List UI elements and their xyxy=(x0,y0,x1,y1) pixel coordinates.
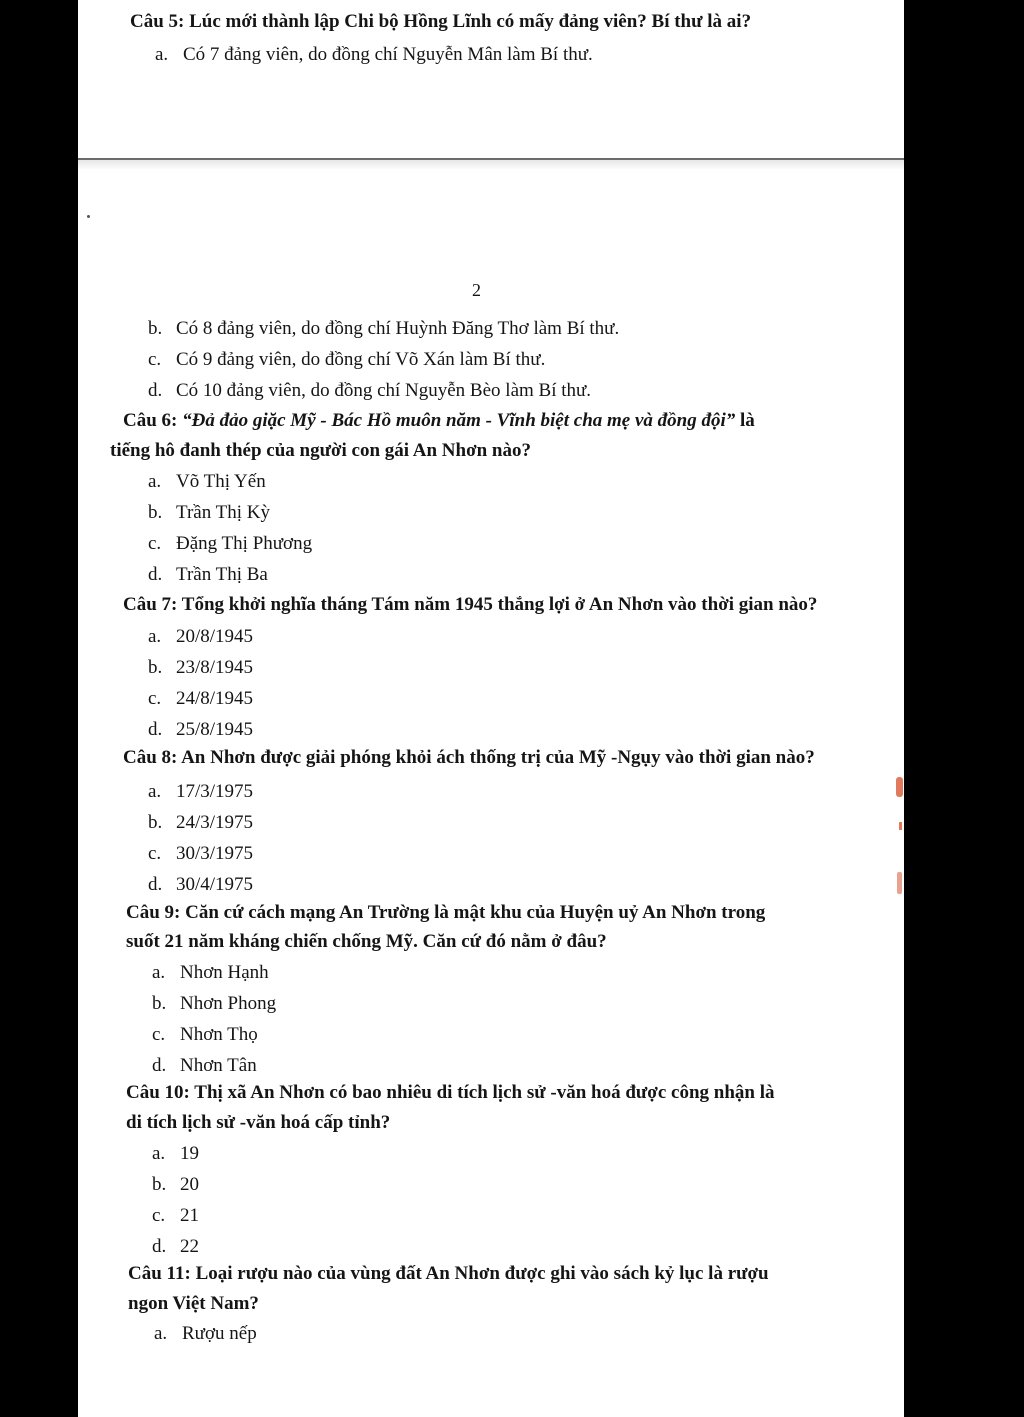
option-text: 24/8/1945 xyxy=(176,688,254,709)
option-text: Nhơn Thọ xyxy=(180,1024,258,1045)
option-text: Đặng Thị Phương xyxy=(176,533,313,554)
option-letter: a. xyxy=(148,626,162,647)
question-6-option-c xyxy=(148,532,312,556)
question-8-option-a xyxy=(148,780,253,804)
option-letter: b. xyxy=(152,993,167,1014)
margin-mark xyxy=(899,822,902,830)
option-text: 30/3/1975 xyxy=(176,843,254,864)
option-letter: a. xyxy=(152,1143,166,1164)
question-5-option-d xyxy=(148,379,591,403)
option-letter: c. xyxy=(152,1205,166,1226)
question-9-prompt-line2: suốt 21 năm kháng chiến chống Mỹ. Căn cứ đó nằm ở đâu? xyxy=(126,931,607,952)
margin-mark xyxy=(896,777,903,797)
option-text: Võ Thị Yến xyxy=(176,471,266,492)
option-letter: d. xyxy=(148,380,163,401)
option-text: Trần Thị Kỳ xyxy=(176,502,270,523)
option-letter: a. xyxy=(148,781,162,802)
question-8-option-c xyxy=(148,842,253,866)
option-letter: a. xyxy=(148,471,162,492)
option-letter: d. xyxy=(152,1055,167,1076)
option-text: 22 xyxy=(180,1236,199,1257)
option-letter: b. xyxy=(148,502,163,523)
question-7-option-d xyxy=(148,718,253,742)
option-text: 20 xyxy=(180,1174,199,1195)
option-letter: a. xyxy=(154,1323,168,1344)
question-6-option-a xyxy=(148,470,266,494)
page-number: 2 xyxy=(472,280,481,300)
option-text: Rượu nếp xyxy=(182,1323,257,1344)
option-letter: a. xyxy=(152,962,166,983)
question-7-option-a xyxy=(148,625,253,649)
option-text: Nhơn Tân xyxy=(180,1055,257,1076)
option-text: 21 xyxy=(180,1205,199,1226)
question-7-option-b xyxy=(148,656,253,680)
option-letter: d. xyxy=(148,564,163,585)
question-10-option-d xyxy=(152,1235,199,1259)
option-letter: c. xyxy=(152,1024,166,1045)
question-9-option-a xyxy=(152,961,269,985)
option-text: Nhơn Hạnh xyxy=(180,962,269,983)
option-text: Nhơn Phong xyxy=(180,993,277,1014)
option-text: 23/8/1945 xyxy=(176,657,254,678)
question-10-option-a xyxy=(152,1142,199,1166)
option-letter: c. xyxy=(148,349,162,370)
option-text: 24/3/1975 xyxy=(176,812,254,833)
question-11-prompt-line2: ngon Việt Nam? xyxy=(128,1293,259,1314)
stray-mark xyxy=(87,215,90,218)
question-11-option-a xyxy=(154,1322,257,1346)
option-text: 17/3/1975 xyxy=(176,781,254,802)
option-letter: c. xyxy=(148,688,162,709)
option-text: Có 8 đảng viên, do đồng chí Huỳnh Đăng Thơ làm Bí thư. xyxy=(176,318,620,339)
option-letter: d. xyxy=(148,719,163,740)
question-9-option-b xyxy=(152,992,276,1016)
question-7-option-c xyxy=(148,687,253,711)
option-text: 30/4/1975 xyxy=(176,874,254,895)
option-letter: b. xyxy=(152,1174,167,1195)
option-letter: c. xyxy=(148,843,162,864)
question-5-option-b xyxy=(148,317,619,341)
question-6-prompt xyxy=(123,409,755,433)
question-10-option-b xyxy=(152,1173,199,1197)
option-text: Có 9 đảng viên, do đồng chí Võ Xán làm Bí thư. xyxy=(176,349,546,370)
question-5-prompt: Câu 5: Lúc mới thành lập Chi bộ Hồng Lĩnh có mấy đảng viên? Bí thư là ai? xyxy=(130,11,752,32)
question-8-option-d xyxy=(148,873,253,897)
option-text: 25/8/1945 xyxy=(176,719,254,740)
option-text: 20/8/1945 xyxy=(176,626,254,647)
option-text: Có 7 đảng viên, do đồng chí Nguyễn Mân làm Bí thư. xyxy=(183,44,593,65)
question-11-prompt: Câu 11: Loại rượu nào của vùng đất An Nhơn được ghi vào sách kỷ lục là rượu xyxy=(128,1263,769,1284)
question-7-prompt: Câu 7: Tổng khởi nghĩa tháng Tám năm 1945 thắng lợi ở An Nhơn vào thời gian nào? xyxy=(123,594,818,615)
question-6-tail: là xyxy=(735,410,755,431)
question-6-option-b xyxy=(148,501,270,525)
option-letter: a. xyxy=(155,44,169,65)
option-text: Trần Thị Ba xyxy=(176,564,268,585)
question-9-option-d xyxy=(152,1054,257,1078)
question-10-option-c xyxy=(152,1204,199,1228)
question-10-prompt: Câu 10: Thị xã An Nhơn có bao nhiêu di tích lịch sử -văn hoá được công nhận là xyxy=(126,1082,775,1103)
option-letter: b. xyxy=(148,318,163,339)
question-6-prompt-line2: tiếng hô đanh thép của người con gái An Nhơn nào? xyxy=(110,440,531,461)
option-letter: c. xyxy=(148,533,162,554)
option-letter: b. xyxy=(148,812,163,833)
option-letter: b. xyxy=(148,657,163,678)
page-break-shadow xyxy=(78,160,904,170)
question-6-label: Câu 6: xyxy=(123,410,183,431)
question-9-option-c xyxy=(152,1023,258,1047)
question-9-prompt: Câu 9: Căn cứ cách mạng An Trường là mật khu của Huyện uỷ An Nhơn trong xyxy=(126,902,766,923)
question-10-prompt-line2: di tích lịch sử -văn hoá cấp tỉnh? xyxy=(126,1112,391,1133)
option-text: 19 xyxy=(180,1143,199,1164)
question-5-option-a xyxy=(155,43,593,67)
question-8-option-b xyxy=(148,811,253,835)
question-5-option-c xyxy=(148,348,545,372)
option-letter: d. xyxy=(148,874,163,895)
option-text: Có 10 đảng viên, do đồng chí Nguyễn Bèo làm Bí thư. xyxy=(176,380,592,401)
question-8-prompt: Câu 8: An Nhơn được giải phóng khỏi ách thống trị của Mỹ -Ngụy vào thời gian nào? xyxy=(123,747,815,768)
question-6-quote: “Đả đảo giặc Mỹ - Bác Hồ muôn năm - Vĩnh biệt cha mẹ và đồng đội” xyxy=(182,410,736,431)
option-letter: d. xyxy=(152,1236,167,1257)
margin-mark xyxy=(897,872,902,894)
question-6-option-d xyxy=(148,563,268,587)
